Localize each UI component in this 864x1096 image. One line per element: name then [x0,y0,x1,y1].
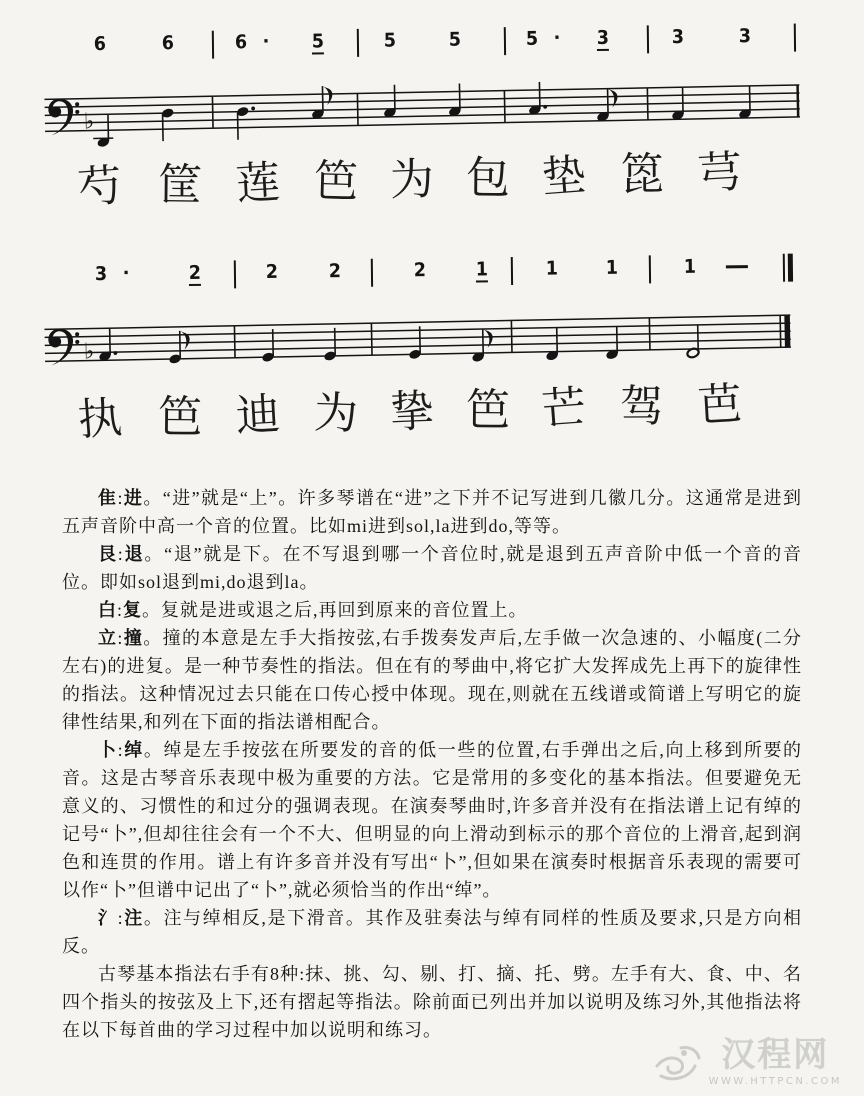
paragraph: 艮:退。“退”就是下。在不写退到哪一个音位时,就是退到五声音阶中低一个音的音位。即如sol退到mi,do退到la。 [62,544,803,592]
guqin-tablature-glyph: 笆 [465,385,511,435]
staff-line [45,117,800,131]
staff-barline [504,91,506,123]
staff-line [45,93,800,107]
final-barline-thin [779,315,781,347]
guqin-tablature-glyph: 箆 [619,150,665,200]
augmentation-dot: · [262,30,270,53]
bass-clef-icon [48,98,80,135]
guqin-tablature-glyph: 芒 [540,382,588,435]
note [605,326,619,360]
staff-barline [357,93,359,125]
end-barline [796,85,799,117]
note [686,325,700,359]
jianpu-number-row-2 [0,249,864,306]
jianpu-number: 6 [93,32,107,56]
jianpu-number: 5 · [525,27,561,50]
staff-barline [511,320,513,352]
guqin-tablature-glyph: 挚 [388,386,435,438]
jianpu-number: 1 [545,257,559,280]
jianpu-number: 3 · [94,262,130,286]
guqin-tablature-glyph: 芭 [696,379,744,431]
jianpu-number: 2 [328,260,342,283]
staff-line [45,109,800,123]
jianpu-barline [649,257,651,283]
jianpu-number: 1 [683,255,697,278]
jianpu-number: 5 [383,29,397,52]
guqin-tablature-glyph: 芎 [696,147,744,199]
jianpu-number: 5 [311,30,325,53]
guqin-tablature-glyph: 驾 [619,382,665,432]
staff-line [45,331,791,345]
note [323,328,337,362]
jianpu-barline [511,259,513,285]
guqin-tablature-glyph: 笆 [157,392,203,442]
fingering-explanation-text [62,484,802,1044]
staff-barline [371,323,373,355]
guqin-tablature-glyph: 为 [388,154,435,206]
tablature-symbol: 艮 [98,544,118,564]
staff-barline [212,96,214,128]
jianpu-number: 2 [413,259,427,282]
paragraph: 古琴基本指法右手有8种:抹、挑、勾、剔、打、摘、托、劈。左手有大、食、中、名四个指头的按弦及上下,还有摺起等指法。除前面已列出并加以说明及练习外,其他指法将在以下每首曲的学习过程中加以说明和练习。 [62,964,802,1040]
jianpu-barline [647,27,649,53]
watermark-url: WWW.HTTPCN.COM [708,1075,842,1087]
staff-line [45,323,791,337]
tablature-symbol: 白 [98,600,117,620]
staff-line [44,85,799,99]
guqin-tablature-glyph: 莲 [234,157,282,210]
staff-barline [649,318,651,350]
paragraph: 卜:绰。绰是左手按弦在所要发的音的低一些的位置,右手弹出之后,向上移到所要的音。这是古琴音乐表现中极为重要的方法。它是常用的多变化的基本指法。但要避免无意义的、习惯性的和过分的强调表现。在演奏琴曲时,许多音并没有在指法谱上记有绰的记号“卜”,但却往往会有一个不大、但明显的向上滑动到标示的那个音位的上滑音,起到润色和连贯的作用。谱上有许多音并没有写出“卜”,但如果在演奏时根据音乐表现的需要可以作“卜”但谱中记出了“卜”,就必须恰当的作出“绰”。 [62,740,803,900]
staff-barline [234,326,236,358]
augmentation-dot: · [553,27,561,49]
jianpu-barline [357,31,359,57]
technique-term: 退 [123,544,145,564]
guqin-tablature-glyph: 笆 [313,156,359,207]
bass-clef-icon [48,328,80,365]
tablature-symbol: 隹 [98,488,118,508]
flat-sign: ♭ [83,339,95,365]
note [408,326,422,360]
jianpu-number: 3 [738,25,752,48]
staff-line [45,101,800,115]
note [168,331,190,365]
paragraph: 氵:注。注与绰相反,是下滑音。其作及驻奏法与绰有同样的性质及要求,只是方向相反。 [62,908,803,956]
jianpu-barline [371,261,373,287]
note [447,83,461,117]
paragraph: 隹:进。“进”就是“上”。许多琴谱在“进”之下并不记写进到几徽几分。这通常是进到五声音阶中高一个音的位置。比如mi进到sol,la进到do,等等。 [62,488,802,536]
jianpu-number: 1 [605,256,619,279]
tablature-symbol: 卜 [98,740,118,760]
watermark-text [709,1038,842,1087]
note [161,107,175,141]
jianpu-barline [234,262,236,288]
note [261,329,275,363]
final-barline-thick [784,315,790,347]
tablature-symbol: 立 [98,628,118,648]
augmentation-dot [251,106,255,110]
jianpu-number: 1 [475,258,489,281]
jianpu-barline [794,26,796,52]
jianpu-number: 6 [161,32,175,55]
flat-sign: ♭ [83,109,95,135]
paragraph: 白:复。复就是进或退之后,再回到原来的音位置上。 [98,600,528,620]
technique-term: 撞 [123,628,144,648]
jianpu-barline [504,29,506,55]
guqin-tablature-glyph: 垫 [540,150,588,203]
note [545,328,559,362]
tablature-symbol: 氵 [98,908,118,928]
guqin-tablature-glyph: 为 [313,388,359,439]
jianpu-number: 3 [671,25,685,49]
jianpu-final-barline [783,256,793,282]
jianpu-number: 2 [265,260,279,284]
watermark-site-name: 汉程网 [721,1036,830,1074]
jianpu-number: 2 [188,261,202,284]
technique-term: 绰 [123,740,144,760]
technique-term: 进 [123,488,144,508]
jianpu-number: 5 [448,28,462,51]
guqin-tablature-glyph: 筐 [157,160,203,210]
jianpu-number-row-1 [0,19,864,76]
guqin-tablature-glyph: 芍 [76,160,124,214]
technique-term: 注 [123,908,144,928]
jianpu-dash [726,256,748,268]
note [671,87,685,121]
augmentation-dot: · [122,262,130,284]
staff-barline [647,88,649,120]
paragraph: 立:撞。撞的本意是左手大指按弦,右手拨奏发声后,左手做一次急速的、小幅度(二分左右)的进复。是一种节奏性的指法。但在有的琴曲中,将它扩大发挥成先上再下的旋律性的指法。这种情况过去只能在口传心授中体现。现在,则就在五线谱或简谱上写明它的旋律性结果,和列在下面的指法谱相配合。 [62,628,803,732]
guqin-tablature-glyph: 迪 [234,389,282,442]
jianpu-number: 6 · [234,30,270,54]
jianpu-number: 3 [596,26,610,49]
technique-term: 复 [123,600,143,620]
jianpu-barline [212,33,214,59]
staff-line [44,315,790,329]
note [382,85,396,119]
note [738,86,752,120]
guqin-tablature-glyph: 执 [76,392,124,446]
guqin-tablature-glyph: 包 [465,153,511,203]
